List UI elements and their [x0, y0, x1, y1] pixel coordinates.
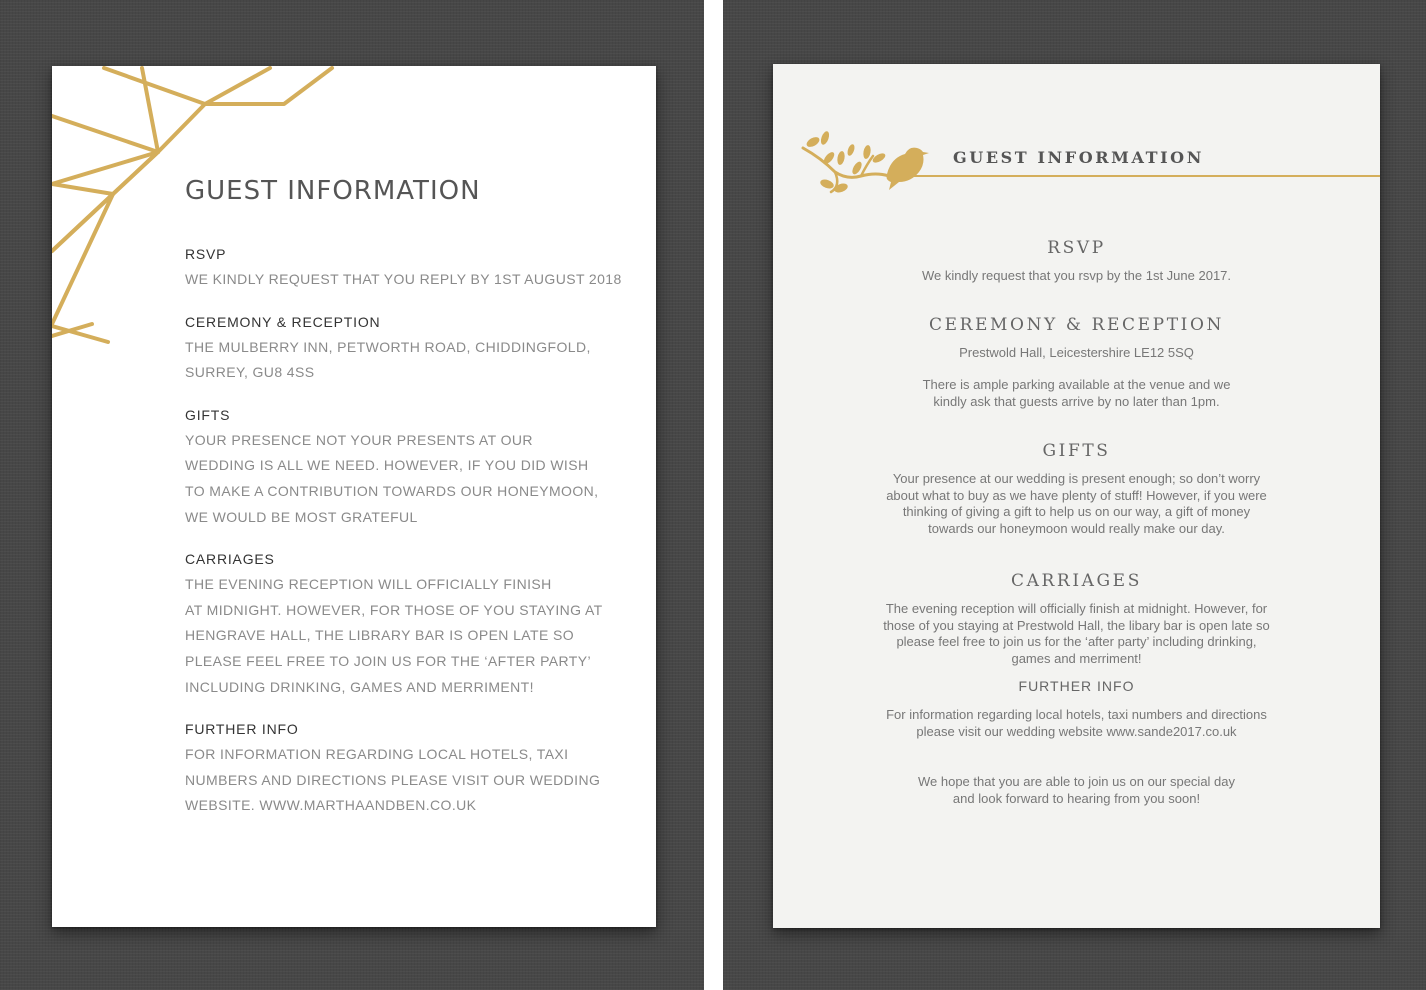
right-further-info-section [773, 675, 1380, 740]
spacer [773, 361, 1380, 377]
left-carriages-line: INCLUDING DRINKING, GAMES AND MERRIMENT! [185, 678, 534, 695]
right-gifts-line: about what to buy as we have plenty of stuff! However, if you were [886, 487, 1267, 503]
left-ceremony-line: SURREY, GU8 4SS [185, 364, 315, 381]
left-card-body [185, 242, 625, 819]
left-carriages-section [185, 547, 625, 700]
right-further-info-heading: FURTHER INFO [1018, 678, 1135, 694]
right-card-body [773, 236, 1380, 807]
left-rsvp-line: WE KINDLY REQUEST THAT YOU REPLY BY 1ST AUGUST 2018 [185, 271, 622, 287]
right-guest-info-card [773, 64, 1380, 928]
bird-on-branch-icon [801, 128, 931, 200]
right-closing-line: and look forward to hearing from you soon! [952, 790, 1201, 806]
right-carriages-line: The evening reception will officially finish at midnight. However, for [885, 601, 1268, 616]
right-closing-section [773, 774, 1380, 807]
left-card-title: GUEST INFORMATION [185, 176, 481, 206]
right-ceremony-section [773, 313, 1380, 411]
right-carriages-heading: CARRIAGES [1011, 571, 1142, 591]
right-gifts-line: towards our honeymoon would really make our day. [928, 520, 1225, 536]
left-further-info-heading: FURTHER INFO [185, 721, 299, 738]
left-carriages-line: THE EVENING RECEPTION WILL OFFICIALLY FINISH [185, 576, 552, 593]
left-carriages-line: HENGRAVE HALL, THE LIBRARY BAR IS OPEN LATE SO [185, 627, 575, 644]
left-gifts-line: WE WOULD BE MOST GRATEFUL [185, 508, 418, 525]
left-gifts-line: YOUR PRESENCE NOT YOUR PRESENTS AT OUR [185, 431, 533, 448]
right-further-info-line: please visit our wedding website www.sande2017.co.uk [916, 723, 1237, 739]
right-rsvp-line: We kindly request that you rsvp by the 1st June 2017. [921, 268, 1232, 283]
left-further-info-line: NUMBERS AND DIRECTIONS PLEASE VISIT OUR WEDDING [185, 771, 601, 788]
left-further-info-line: WEBSITE. WWW.MARTHAANDBEN.CO.UK [185, 797, 477, 814]
right-further-info-line: For information regarding local hotels, taxi numbers and directions [886, 707, 1267, 722]
right-ceremony-line: Prestwold Hall, Leicestershire LE12 5SQ [959, 344, 1194, 360]
right-gifts-section [773, 439, 1380, 537]
right-gifts-heading: GIFTS [1042, 441, 1111, 461]
right-closing-line: We hope that you are able to join us on our special day [917, 774, 1236, 789]
right-gifts-line: thinking of giving a gift to help us on our way, a gift of money [902, 504, 1251, 519]
left-ceremony-heading: CEREMONY & RECEPTION [185, 313, 381, 330]
right-ceremony-heading: CEREMONY & RECEPTION [929, 314, 1224, 335]
left-further-info-section [185, 717, 625, 819]
left-ceremony-section [185, 310, 625, 386]
left-rsvp-heading: RSVP [185, 246, 227, 262]
left-guest-info-card [52, 66, 656, 927]
right-carriages-line: those of you staying at Prestwold Hall, the libary bar is open late so [883, 617, 1270, 633]
right-rsvp-section [773, 236, 1380, 285]
right-rsvp-heading: RSVP [1047, 238, 1106, 258]
left-rsvp-section [185, 242, 625, 293]
left-card-photo [0, 0, 704, 990]
left-gifts-line: TO MAKE A CONTRIBUTION TOWARDS OUR HONEYMOON, [185, 482, 599, 499]
left-carriages-heading: CARRIAGES [185, 551, 275, 568]
right-card-title: GUEST INFORMATION [953, 148, 1204, 167]
right-card-photo [723, 0, 1426, 990]
left-carriages-line: AT MIDNIGHT. HOWEVER, FOR THOSE OF YOU STAYING AT [185, 601, 603, 618]
right-carriages-line: games and merriment! [1011, 650, 1142, 666]
right-gifts-line: Your presence at our wedding is present enough; so don’t worry [892, 471, 1261, 486]
left-gifts-line: WEDDING IS ALL WE NEED. HOWEVER, IF YOU DID WISH [185, 457, 589, 474]
right-carriages-line: please feel free to join us for the ‘after party’ including drinking, [896, 634, 1257, 649]
right-ceremony-line: There is ample parking available at the venue and we [922, 377, 1231, 392]
gold-divider-line [890, 175, 1380, 177]
right-ceremony-line: kindly ask that guests arrive by no later than 1pm. [933, 393, 1220, 409]
left-gifts-section [185, 403, 625, 530]
left-further-info-line: FOR INFORMATION REGARDING LOCAL HOTELS, TAXI [185, 746, 569, 763]
left-ceremony-line: THE MULBERRY INN, PETWORTH ROAD, CHIDDINGFOLD, [185, 338, 591, 355]
left-gifts-heading: GIFTS [185, 406, 231, 423]
left-carriages-line: PLEASE FEEL FREE TO JOIN US FOR THE ‘AFTER PARTY’ [185, 652, 591, 669]
right-carriages-section [773, 569, 1380, 667]
